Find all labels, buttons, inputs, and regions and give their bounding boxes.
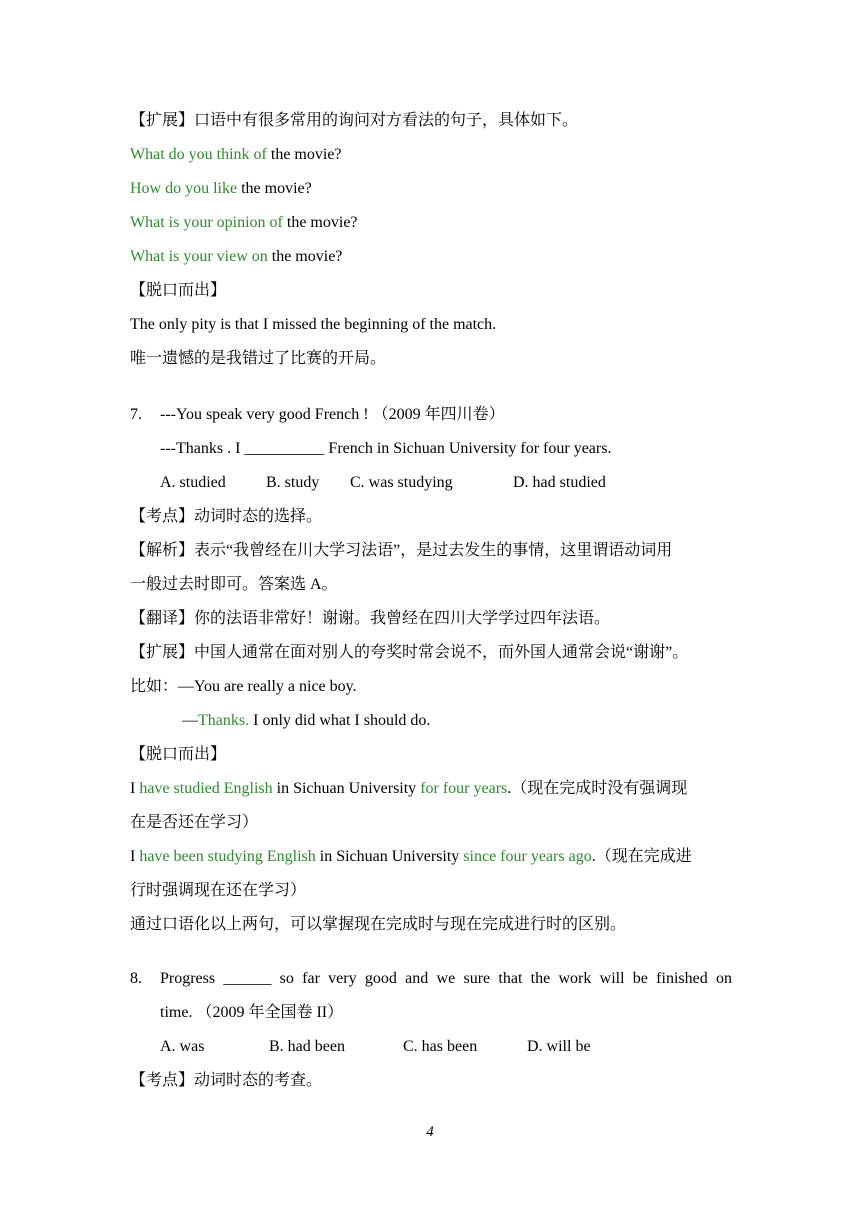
q7-option-a[interactable]: A. studied <box>160 474 226 491</box>
q7-sentence-2 <box>130 846 692 868</box>
tuokou-header: 【脱口而出】 <box>130 282 227 299</box>
highlight-phrase: What is your view on <box>130 248 268 265</box>
tuokou-chinese: 唯一遗憾的是我错过了比赛的开局。 <box>130 350 387 367</box>
highlight-phrase: What do you think of <box>130 146 267 163</box>
q8-option-c[interactable]: C. has been <box>403 1038 478 1055</box>
example-sentence-3 <box>130 212 358 234</box>
q8-option-a[interactable]: A. was <box>160 1038 205 1055</box>
tuokou-english: The only pity is that I missed the beginning of the match. <box>130 316 497 333</box>
q7-option-b[interactable]: B. study <box>266 474 320 491</box>
q7-dialogue: ---You speak very good French ! <box>160 406 369 423</box>
highlight-phrase: What is your opinion of <box>130 214 283 231</box>
highlight-phrase: How do you like <box>130 180 238 197</box>
q7-number: 7. <box>130 406 142 423</box>
highlight-phrase: for four years <box>420 780 508 797</box>
highlight-phrase: since four years ago <box>463 848 592 865</box>
q8-option-b[interactable]: B. had been <box>269 1038 345 1055</box>
highlight-phrase: have studied English <box>139 780 273 797</box>
q7-sentence-1-cont: 在是否还在学习） <box>130 814 259 831</box>
text: in Sichuan University <box>315 848 464 865</box>
example-sentence-2 <box>130 178 312 200</box>
q7-jiexi-line2: 一般过去时即可。答案选 A。 <box>130 576 338 593</box>
q8-options <box>160 1036 660 1058</box>
example-sentence-1 <box>130 144 342 166</box>
text: .（现在完成时没有强调现 <box>507 780 688 797</box>
q7-kuozhan: 【扩展】中国人通常在面对别人的夸奖时常会说不，而外国人通常会说“谢谢”。 <box>130 644 689 661</box>
q8-number: 8. <box>130 970 142 987</box>
text: I <box>130 848 140 865</box>
q7-prompt-line1 <box>160 404 505 426</box>
q8-prompt-line2: time. （2009 年全国卷 II） <box>160 1004 344 1021</box>
q7-fanyi: 【翻译】你的法语非常好！谢谢。我曾经在四川大学学过四年法语。 <box>130 610 611 627</box>
q7-summary: 通过口语化以上两句，可以掌握现在完成时与现在完成进行时的区别。 <box>130 916 627 933</box>
reply-text: I only did what I should do. <box>249 712 431 729</box>
text: I <box>130 780 140 797</box>
dash: — <box>182 712 198 729</box>
q7-sentence-1 <box>130 778 687 800</box>
highlight-phrase: have been studying English <box>139 848 316 865</box>
page-number: 4 <box>426 1124 434 1140</box>
q7-sentence-2-cont: 行时强调现在还在学习） <box>130 882 307 899</box>
q8-option-d[interactable]: D. will be <box>527 1038 591 1055</box>
q7-option-d[interactable]: D. had studied <box>513 474 606 491</box>
q7-option-c[interactable]: C. was studying <box>350 474 453 491</box>
highlight-phrase: Thanks. <box>198 712 250 729</box>
example-sentence-4 <box>130 246 342 268</box>
sentence-text: the movie? <box>282 214 358 231</box>
sentence-text: the movie? <box>267 248 343 265</box>
q8-kaodian: 【考点】动词时态的考查。 <box>130 1072 323 1089</box>
q7-kaodian: 【考点】动词时态的选择。 <box>130 508 323 525</box>
text: .（现在完成进 <box>591 848 692 865</box>
q7-prompt-line2: ---Thanks . I __________ French in Sichuan University for four years. <box>160 440 612 457</box>
sentence-text: the movie? <box>266 146 342 163</box>
q7-tuokou-header: 【脱口而出】 <box>130 746 227 763</box>
q7-example-prompt: 比如：—You are really a nice boy. <box>130 678 357 695</box>
extension-header: 【扩展】口语中有很多常用的询问对方看法的句子，具体如下。 <box>130 112 579 129</box>
q7-options <box>160 472 660 494</box>
q7-example-reply <box>182 710 430 732</box>
text: in Sichuan University <box>272 780 421 797</box>
q7-source: （2009 年四川卷） <box>372 406 505 423</box>
q7-jiexi-line1: 【解析】表示“我曾经在川大学习法语”，是过去发生的事情，这里谓语动词用 <box>130 542 673 559</box>
q8-prompt-line1: Progress ______ so far very good and we sure that the work will be finished on <box>160 970 732 987</box>
sentence-text: the movie? <box>237 180 312 197</box>
